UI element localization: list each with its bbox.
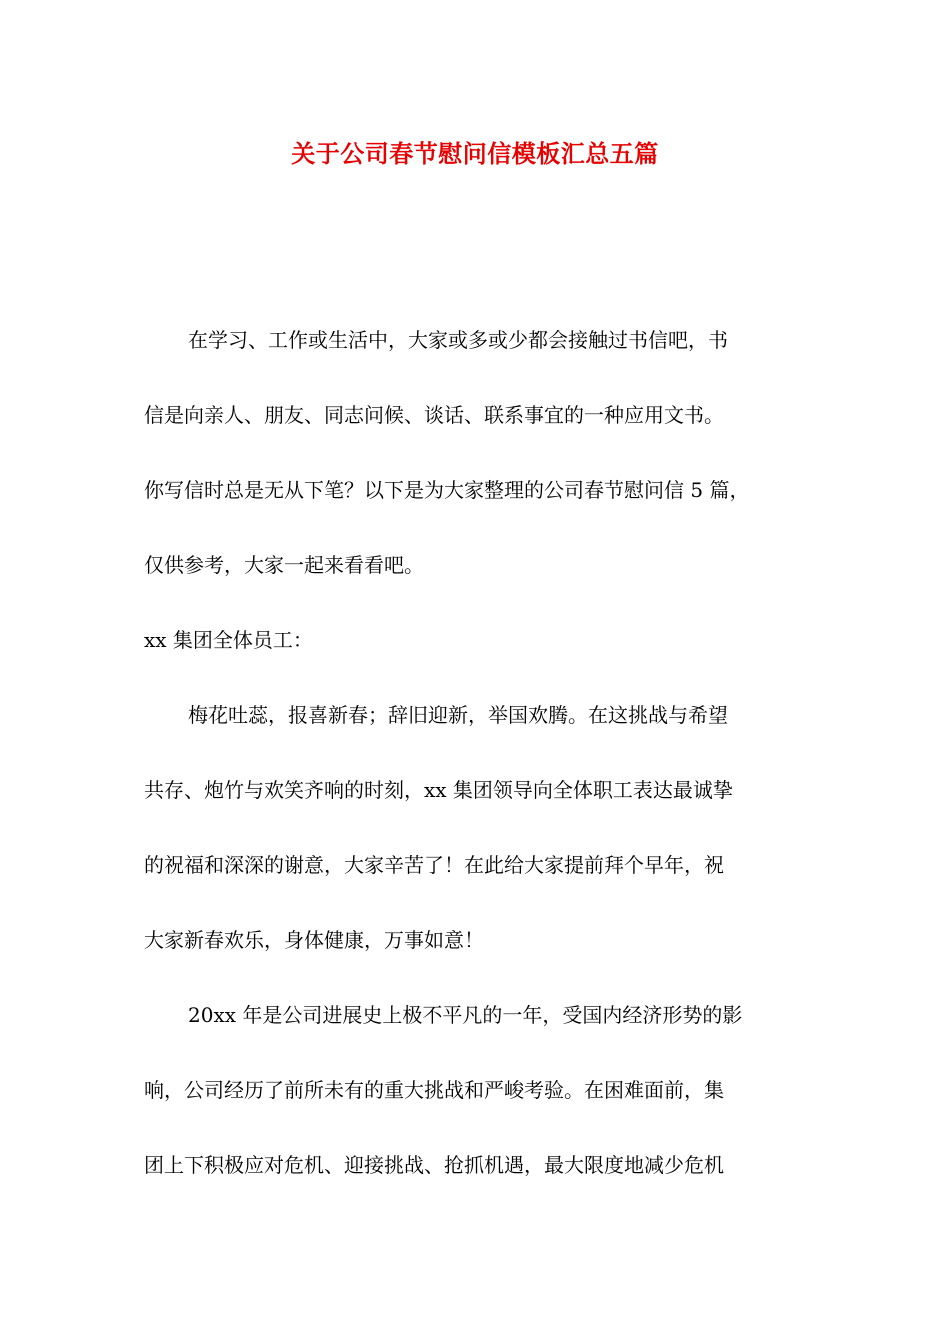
text-line: 响，公司经历了前所未有的重大挑战和严峻考验。在困难面前，集 <box>144 1078 724 1102</box>
text-line: 大家新春欢乐，身体健康，万事如意！ <box>144 928 484 952</box>
text-line: 仅供参考，大家一起来看看吧。 <box>144 553 424 577</box>
text-line: 团上下积极应对危机、迎接挑战、抢抓机遇，最大限度地减少危机 <box>144 1153 724 1177</box>
text-line: 20xx 年是公司进展史上极不平凡的一年，受国内经济形势的影 <box>188 1003 743 1027</box>
text-line: 共存、炮竹与欢笑齐响的时刻，xx 集团领导向全体职工表达最诚挚 <box>144 778 733 802</box>
text-line: 的祝福和深深的谢意，大家辛苦了！在此给大家提前拜个早年，祝 <box>144 853 724 877</box>
text-line: 你写信时总是无从下笔？以下是为大家整理的公司春节慰问信 5 篇， <box>144 478 750 502</box>
text-line: 信是向亲人、朋友、同志问候、谈话、联系事宜的一种应用文书。 <box>144 403 724 427</box>
text-line: 在学习、工作或生活中，大家或多或少都会接触过书信吧，书 <box>188 328 728 352</box>
text-line: 梅花吐蕊，报喜新春；辞旧迎新，举国欢腾。在这挑战与希望 <box>188 703 728 727</box>
document-title: 关于公司春节慰问信模板汇总五篇 <box>291 139 659 168</box>
salutation: xx 集团全体员工： <box>144 628 313 652</box>
